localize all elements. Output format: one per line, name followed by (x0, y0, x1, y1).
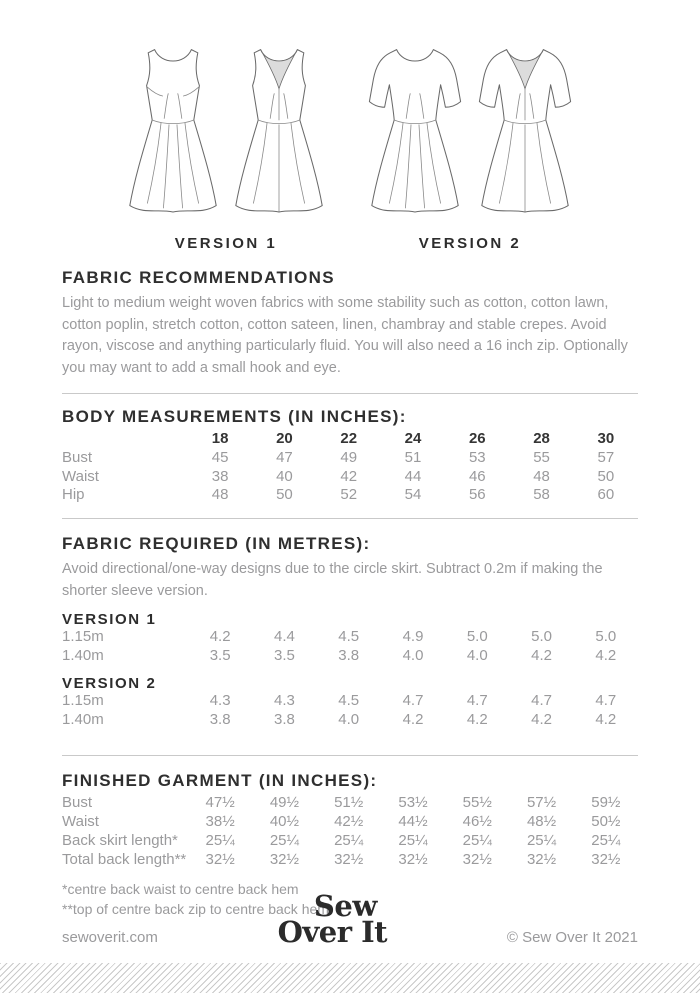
cell-value: 56 (468, 486, 486, 504)
cell-value: 3.8 (273, 710, 295, 728)
cell-value: 25¼ (591, 831, 621, 849)
cell-value: 38 (211, 467, 229, 485)
cell-value: 25¼ (334, 831, 364, 849)
cell-value: 25¼ (398, 831, 428, 849)
fabric-required-version-1-label: VERSION 1 (62, 611, 157, 629)
cell-value: 25¼ (526, 831, 557, 849)
row-label: Bust (62, 448, 93, 466)
size-header-cell: 20 (276, 430, 293, 447)
cell-value: 4.3 (209, 691, 231, 709)
table-row (62, 813, 638, 832)
copyright-text: © Sew Over It 2021 (506, 929, 638, 946)
cell-value: 48½ (526, 813, 557, 831)
cell-value: 32½ (591, 850, 621, 868)
cell-value: 4.2 (595, 646, 617, 664)
cell-value: 25¼ (205, 831, 235, 849)
cell-value: 25¼ (462, 831, 492, 849)
cell-value: 51 (404, 448, 422, 466)
size-header-cell: 22 (340, 430, 358, 447)
cell-value: 3.8 (338, 646, 360, 664)
cell-value: 44½ (398, 813, 428, 831)
table-row (62, 468, 638, 487)
cell-value: 4.2 (402, 710, 424, 728)
finished-garment-heading: FINISHED GARMENT (IN INCHES): (62, 771, 378, 791)
cell-value: 46½ (462, 813, 492, 831)
row-label: Waist (62, 813, 99, 831)
size-header-cell: 30 (597, 430, 615, 447)
table-row (62, 794, 638, 813)
cell-value: 4.7 (402, 691, 424, 709)
size-header-cell: 24 (404, 430, 422, 447)
cell-value: 45 (211, 448, 229, 466)
cell-value: 44 (404, 467, 422, 485)
cell-value: 4.7 (595, 691, 617, 709)
cell-value: 32½ (462, 850, 492, 868)
page-content (0, 268, 700, 923)
cell-value: 4.7 (466, 691, 488, 709)
cell-value: 4.2 (466, 710, 488, 728)
version-2-label: VERSION 2 (418, 235, 522, 252)
cell-value: 4.3 (273, 691, 295, 709)
table-row (62, 628, 638, 647)
dress-v1-front-illustration (125, 44, 221, 228)
dress-illustrations (0, 0, 700, 252)
cell-value: 4.0 (402, 646, 424, 664)
cell-value: 40½ (269, 813, 300, 831)
cell-value: 3.5 (209, 646, 231, 664)
cell-value: 5.0 (595, 628, 617, 646)
cell-value: 4.2 (209, 628, 231, 646)
cell-value: 53 (468, 448, 486, 466)
cell-value: 3.8 (209, 710, 231, 728)
cell-value: 32½ (205, 850, 235, 868)
cell-value: 46 (468, 467, 486, 485)
version-1-label: VERSION 1 (174, 235, 278, 252)
section-divider (62, 755, 638, 756)
cell-value: 5.0 (466, 628, 488, 646)
body-measurements-section (62, 407, 638, 505)
cell-value: 50 (276, 486, 293, 504)
dress-v2-back-illustration (475, 44, 575, 228)
fabric-required-heading: FABRIC REQUIRED (IN METRES): (62, 534, 371, 554)
cell-value: 4.4 (273, 628, 295, 646)
fabric-required-note: Avoid directional/one-way designs due to the circle skirt. Subtract 0.2m if making the shorter sleeve version. (62, 561, 603, 599)
cell-value: 5.0 (531, 628, 552, 646)
version-1-dresses (125, 44, 327, 228)
table-row (62, 692, 638, 711)
size-header-cell: 26 (468, 430, 486, 447)
page-footer (62, 889, 638, 949)
body-measurements-table (62, 430, 638, 505)
cell-value: 4.5 (338, 691, 360, 709)
cell-value: 60 (597, 486, 615, 504)
cell-value: 32½ (398, 850, 428, 868)
cell-value: 51½ (334, 794, 364, 812)
body-measurements-heading: BODY MEASUREMENTS (IN INCHES): (62, 407, 407, 426)
sew-over-it-logo (277, 889, 388, 949)
version-1-group (125, 44, 327, 252)
fabric-recommendations-heading: FABRIC RECOMMENDATIONS (62, 268, 335, 287)
cell-value: 38½ (205, 813, 235, 831)
cell-value: 57½ (526, 794, 557, 812)
cell-value: 54 (404, 486, 422, 504)
finished-garment-rows (62, 794, 638, 869)
cell-value: 48 (533, 467, 550, 485)
logo-words-over-it: Over It (277, 915, 388, 949)
cell-value: 40 (276, 467, 293, 485)
table-row (62, 647, 638, 666)
cell-value: 48 (211, 486, 229, 504)
section-divider (62, 393, 638, 394)
row-label: Waist (62, 467, 99, 485)
fabric-required-version-1-rows (62, 628, 638, 666)
cell-value: 32½ (269, 850, 300, 868)
logo-word-sew: Sew (313, 889, 377, 923)
row-label: Total back length** (62, 850, 187, 868)
cell-value: 32½ (526, 850, 557, 868)
table-row (62, 832, 638, 851)
cell-value: 42 (340, 467, 358, 485)
footnote-back-skirt: *centre back waist to centre back hem (62, 880, 299, 897)
cell-value: 4.2 (595, 710, 617, 728)
table-row (62, 449, 638, 468)
cell-value: 4.0 (338, 710, 360, 728)
cell-value: 57 (597, 448, 615, 466)
cell-value: 3.5 (273, 646, 295, 664)
cell-value: 50 (597, 467, 615, 485)
cell-value: 47 (276, 448, 293, 466)
version-2-dresses (365, 44, 575, 228)
row-label: 1.40m (62, 710, 104, 728)
cell-value: 49½ (269, 794, 300, 812)
size-header-row (62, 430, 638, 449)
cell-value: 4.0 (466, 646, 488, 664)
cell-value: 4.9 (402, 628, 424, 646)
row-label: Back skirt length* (62, 831, 178, 849)
footnote-total-back: **top of centre back zip to centre back hem (62, 900, 329, 917)
row-label: 1.40m (62, 646, 104, 664)
fabric-required-section (62, 534, 638, 729)
cell-value: 4.2 (531, 710, 552, 728)
cell-value: 50½ (591, 813, 621, 831)
cell-value: 4.7 (531, 691, 552, 709)
table-row (62, 711, 638, 730)
body-measurements-rows (62, 449, 638, 505)
row-label: 1.15m (62, 628, 104, 646)
cell-value: 4.2 (531, 646, 552, 664)
cell-value: 25¼ (269, 831, 300, 849)
row-label: Bust (62, 794, 93, 812)
footer-stripe-band (0, 963, 700, 993)
dress-v2-front-illustration (365, 44, 465, 228)
table-row (62, 851, 638, 870)
cell-value: 42½ (334, 813, 364, 831)
fabric-required-version-2-rows (62, 692, 638, 730)
size-header-cell: 18 (211, 430, 229, 447)
dress-v1-back-illustration (231, 44, 327, 228)
cell-value: 4.5 (338, 628, 360, 646)
cell-value: 53½ (398, 794, 428, 812)
cell-value: 58 (533, 486, 550, 504)
version-2-group (365, 44, 575, 252)
section-divider (62, 518, 638, 519)
table-row (62, 486, 638, 505)
fabric-required-version-2-label: VERSION 2 (62, 674, 157, 692)
row-label: Hip (62, 486, 85, 504)
cell-value: 55 (533, 448, 550, 466)
cell-value: 52 (340, 486, 358, 504)
size-header-cell: 28 (533, 430, 550, 447)
fabric-recommendations-section (62, 268, 638, 379)
fabric-recommendations-text: Light to medium weight woven fabrics with some stability such as cotton, cotton lawn, cotton poplin, stretch cotton, cotton sateen, linen, chambray and stable crepes. Avoid rayon, viscose and anything particularly fluid. You will also need a 16 inch zip. Optionally you may want to add a small hook and eye. (62, 295, 628, 376)
cell-value: 55½ (462, 794, 492, 812)
website-url: sewoverit.com (62, 929, 158, 946)
cell-value: 59½ (591, 794, 621, 812)
cell-value: 32½ (334, 850, 364, 868)
cell-value: 47½ (205, 794, 235, 812)
row-label: 1.15m (62, 691, 104, 709)
cell-value: 49 (340, 448, 358, 466)
